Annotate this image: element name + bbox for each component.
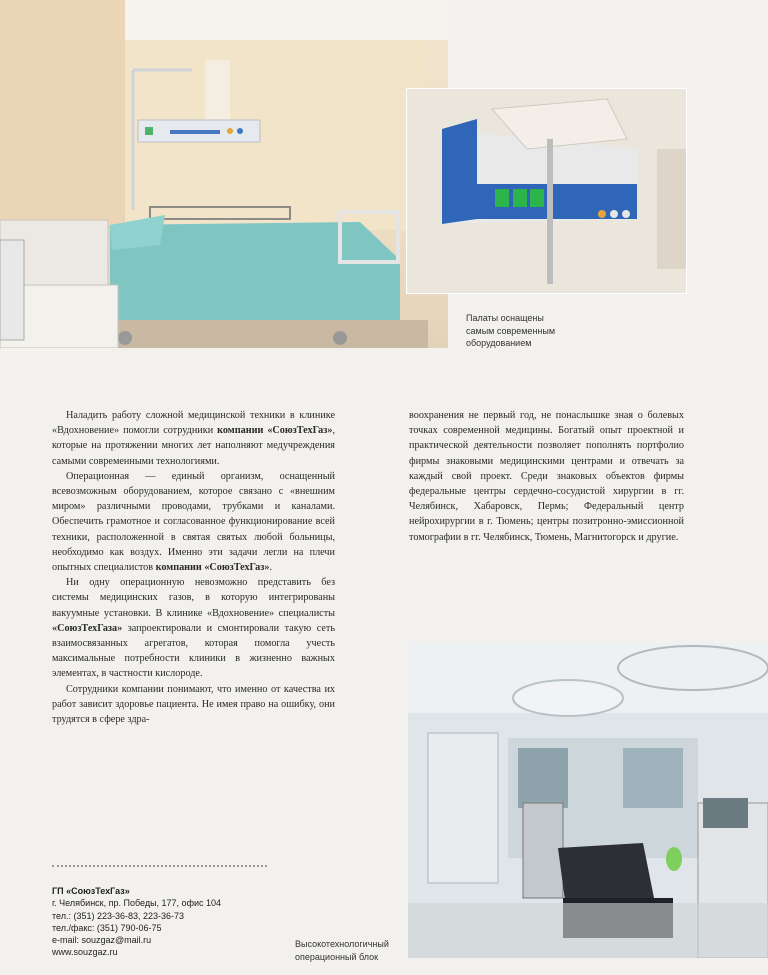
website[interactable]: www.souzgaz.ru <box>52 947 118 958</box>
text: Сотрудники компании понимают, что именно от качества их работ зависит здоровье пациента. Не имея право на ошибку, они трудятся в сфере здра- <box>52 683 335 726</box>
paragraph <box>52 682 335 728</box>
caption-line: операционный блок <box>295 951 379 962</box>
fax: тел./факс: (351) 790-06-75 <box>52 922 162 933</box>
text: . <box>269 562 272 574</box>
paragraph: воохранения не первый год, не понаслышке зная о болевых точках современной медицины. Богатый опыт проектной и практической деятельности позволяет пополнять портфолио фирмы знаковыми медицинскими центрами и отвечать за каждый свой проект. Среди знаковых объектов фирмы федеральные центры сердечно-сосудистой хирургии в гг. Челябинск, Хабаровск, Пермь; Федеральный центр нейрохирургии в г. Тюмень; центры позитронно-эмиссионной томографии в гг. Челябинск, Тюмень, Магнитогорск и другие. <box>409 410 684 543</box>
bedhead-panel-photo <box>406 88 687 294</box>
text: запроектировали и смонтировали такую сеть взаимосвязанных агрегатов, которая помогла учесть максимальные потребности клиники в жизненно важных элементах, в частности кислороде. <box>52 622 335 680</box>
company-name: «СоюзТехГаза» <box>52 622 123 634</box>
paragraph <box>52 469 335 575</box>
company-title: ГП «СоюзТехГаз» <box>52 886 130 896</box>
caption-line: Палаты оснащены <box>466 313 544 323</box>
operating-room-caption <box>295 938 405 963</box>
operating-room-photo <box>408 643 768 958</box>
company-name: компании «СоюзТехГаз» <box>155 562 270 574</box>
email[interactable]: e-mail: souzgaz@mail.ru <box>52 935 152 946</box>
operating-room-illustration <box>408 643 768 958</box>
text: Наладить работу сложной медицинской техники в клинике «Вдохновение» помогли сотрудники <box>52 410 335 437</box>
caption-line: оборудованием <box>466 338 532 348</box>
paragraph <box>52 408 335 469</box>
dotted-divider <box>52 865 267 867</box>
company-name: компании «СоюзТехГаз» <box>217 425 333 437</box>
address: г. Челябинск, пр. Победы, 177, офис 104 <box>52 898 222 909</box>
text: Ни одну операционную невозможно представить без системы медицинских газов, в которую интегрированы вакуумные установки. В клинике «Вдохновение» специалисты <box>52 577 335 619</box>
phone: тел.: (351) 223-36-83, 223-36-73 <box>52 910 185 921</box>
article-column-right <box>409 408 684 545</box>
contact-block <box>52 885 221 959</box>
ward-illustration <box>0 0 448 348</box>
caption-line: Высокотехнологичный <box>295 939 389 949</box>
text: , которые на протяжении многих лет наполняют медучреждения самыми современными технологиями. <box>52 425 335 467</box>
panel-illustration <box>407 89 686 293</box>
text: Операционная — единый организм, оснащенный всевозможным оборудованием, которое связано с «внешним миром» различными проводами, трубками и каналами. Обеспечить грамотное и согласованное функционирование всей техники, расположенной в святая святых любой больницы, необходимо как воздух. Именно эти задачи легли на плечи опытных специалистов <box>52 470 335 574</box>
paragraph <box>52 575 335 681</box>
caption-line: самым современным <box>466 325 556 336</box>
ward-photo <box>0 0 448 348</box>
article-column-left <box>52 408 335 727</box>
ward-photo-caption <box>466 312 586 350</box>
